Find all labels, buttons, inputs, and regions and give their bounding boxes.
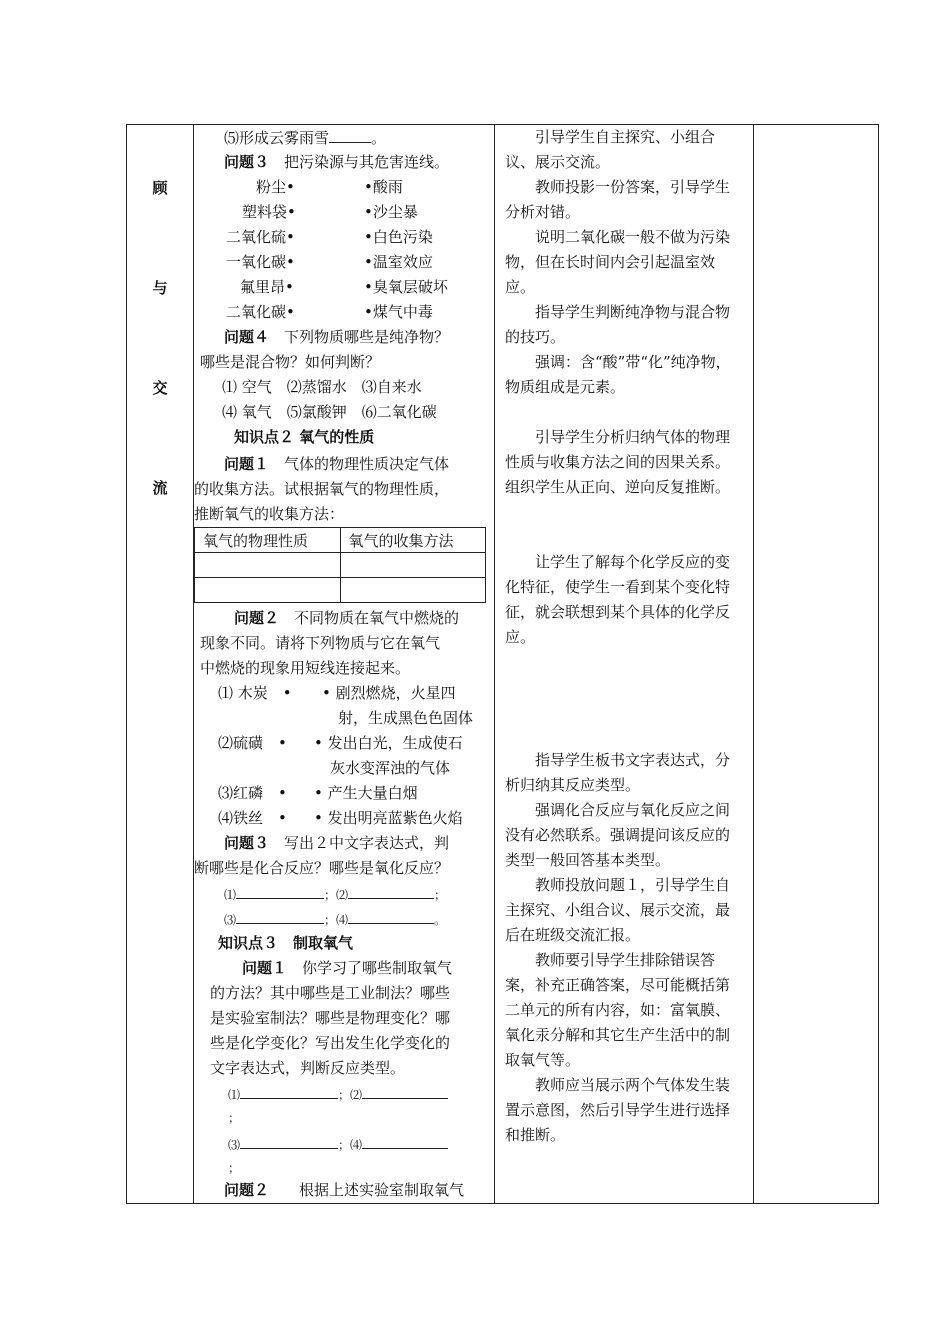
match-substance: ⑵硫磺 •	[218, 734, 287, 752]
guidance-paragraph: 教师要引导学生排除错误答案，补充正确答案，尽可能概括第二单元的所有内容，如：富氧膜、氧化汞分解和其它生产生活中的制取氧气等。	[505, 951, 731, 1069]
substance-list: ⑷ 氧气 ⑸氯酸钾 ⑹二氧化碳	[222, 403, 437, 421]
pollution-harm: •沙尘暴	[364, 203, 418, 221]
match-phenomenon: • 发出明亮蓝紫色火焰	[314, 809, 463, 827]
answer-blank	[236, 906, 324, 924]
answer-blank	[240, 1081, 338, 1099]
guidance-paragraph: 引导学生自主探究、小组合议、展示交流。	[505, 128, 716, 171]
stage-char-2: 与	[152, 279, 168, 297]
k2-question-1-text: 的收集方法。试根据氧气的物理性质，	[194, 480, 450, 498]
table-cell	[195, 553, 341, 578]
k2-question-2-heading: 问题２ 不同物质在氧气中燃烧的	[234, 609, 460, 627]
stage-char-1: 顾	[152, 179, 168, 197]
match-substance: ⑷铁丝 •	[218, 809, 287, 827]
answer-line: ⑴ ；⑵ ；	[224, 881, 446, 908]
answer-line: ⑶ ；⑷	[228, 1131, 448, 1158]
pollution-harm: •酸雨	[364, 178, 403, 196]
k3-question-2-heading: 问题２ 根据上述实验室制取氧气	[224, 1181, 465, 1199]
k3-question-1-heading: 问题１ 你学习了哪些制取氧气	[242, 959, 453, 977]
table-header: 氧气的收集方法	[340, 528, 486, 553]
guidance-paragraph: 教师应当展示两个气体发生装置示意图，然后引导学生进行选择和推断。	[505, 1076, 731, 1144]
guidance-paragraph: 让学生了解每个化学反应的变化特征，使学生一看到某个变化特征，就会联想到某个具体的化学反应。	[505, 553, 731, 646]
guidance-paragraph: 教师投放问题１，引导学生自主探究、小组合议、展示交流，最后在班级交流汇报。	[505, 876, 731, 944]
k2-question-3-text: 断哪些是化合反应？哪些是氧化反应？	[194, 859, 450, 877]
pollution-harm: •温室效应	[364, 253, 433, 271]
oxygen-property-table	[194, 527, 486, 603]
k3-question-1-text: 是实验室制法？哪些是物理变化？哪	[210, 1009, 451, 1027]
match-phenomenon: • 产生大量白烟	[314, 784, 418, 802]
pollution-source: 粉尘•	[256, 178, 295, 196]
stage-char-4: 流	[152, 479, 168, 497]
lesson-table	[126, 124, 879, 1204]
pollution-source: 塑料袋•	[242, 203, 296, 221]
answer-separator: ；	[228, 1111, 241, 1125]
pollution-harm: •煤气中毒	[364, 303, 433, 321]
pollution-source: 二氧化碳•	[226, 303, 295, 321]
k2-question-1-heading: 问题１ 气体的物理性质决定气体	[224, 455, 450, 473]
answer-blank	[362, 1081, 448, 1099]
stage-column	[127, 125, 194, 1204]
teacher-guidance-column	[495, 125, 754, 1204]
substance-list: ⑴ 空气 ⑵蒸馏水 ⑶自来水	[222, 378, 422, 396]
pollution-source: 一氧化碳•	[226, 253, 295, 271]
pollution-source: 二氧化硫•	[226, 228, 295, 246]
question-3-heading: 问题３ 把污染源与其危害连线。	[224, 153, 450, 171]
table-cell	[340, 578, 486, 603]
knowledge-point-3-title: 知识点３ 制取氧气	[218, 934, 354, 952]
k2-question-2-text: 现象不同。请将下列物质与它在氧气	[200, 634, 441, 652]
match-phenomenon: • 剧烈燃烧，火星四	[322, 684, 456, 702]
k2-question-1-text: 推断氧气的收集方法：	[194, 505, 345, 523]
guidance-paragraph: 引导学生分析归纳气体的物理性质与收集方法之间的因果关系。组织学生从正向、逆向反复推断。	[505, 428, 731, 496]
answer-blank	[240, 1131, 338, 1149]
question-4-heading: 问题４ 下列物质哪些是纯净物？	[224, 328, 450, 346]
answer-separator: ；	[228, 1161, 241, 1175]
answer-line: ⑴ ；⑵	[228, 1081, 448, 1108]
match-substance: ⑴ 木炭 •	[218, 684, 292, 702]
pollution-harm: •白色污染	[364, 228, 433, 246]
k3-question-1-text: 的方法？其中哪些是工业制法？哪些	[210, 984, 451, 1002]
table-cell	[340, 553, 486, 578]
guidance-paragraph: 强调：含“酸”带“化”纯净物，物质组成是元素。	[505, 353, 731, 396]
answer-line: ⑶ ；⑷ 。	[224, 906, 446, 933]
k2-question-3-heading: 问题３ 写出２中文字表达式，判	[224, 834, 450, 852]
answer-blank	[362, 1131, 448, 1149]
match-substance: ⑶红磷 •	[218, 784, 287, 802]
notes-column	[754, 125, 879, 1204]
answer-blank	[236, 881, 324, 899]
guidance-paragraph: 强调化合反应与氧化反应之间没有必然联系。强调提问该反应的类型一般回答基本类型。	[505, 801, 731, 869]
answer-blank	[348, 881, 434, 899]
table-cell	[195, 578, 341, 603]
guidance-paragraph: 指导学生判断纯净物与混合物的技巧。	[505, 303, 731, 346]
match-phenomenon: 灰水变浑浊的气体	[330, 759, 451, 777]
guidance-paragraph: 教师投影一份答案，引导学生分析对错。	[505, 178, 731, 221]
pollution-source: 氟里昂•	[240, 278, 294, 296]
item-5-line: ⑸形成云雾雨雪 。	[224, 125, 386, 151]
question-4-text: 哪些是混合物？如何判断？	[200, 353, 381, 371]
k3-question-1-text: 文字表达式，判断反应类型。	[210, 1059, 406, 1077]
guidance-paragraph: 说明二氧化碳一般不做为污染物，但在长时间内会引起温室效应。	[505, 228, 731, 296]
answer-blank	[348, 906, 434, 924]
k2-question-2-text: 中燃烧的现象用短线连接起来。	[200, 659, 411, 677]
match-phenomenon: 射，生成黑色色固体	[338, 709, 474, 727]
knowledge-point-2-title: 知识点２ 氧气的性质	[234, 428, 375, 446]
guidance-paragraph: 指导学生板书文字表达式，分析归纳其反应类型。	[505, 751, 731, 794]
student-activity-column	[194, 125, 495, 1204]
match-phenomenon: • 发出白光，生成使石	[314, 734, 463, 752]
answer-blank	[329, 125, 371, 143]
k3-question-1-text: 些是化学变化？写出发生化学变化的	[210, 1034, 451, 1052]
table-header: 氧气的物理性质	[195, 528, 341, 553]
pollution-harm: •臭氧层破坏	[364, 278, 448, 296]
stage-char-3: 交	[152, 379, 168, 397]
